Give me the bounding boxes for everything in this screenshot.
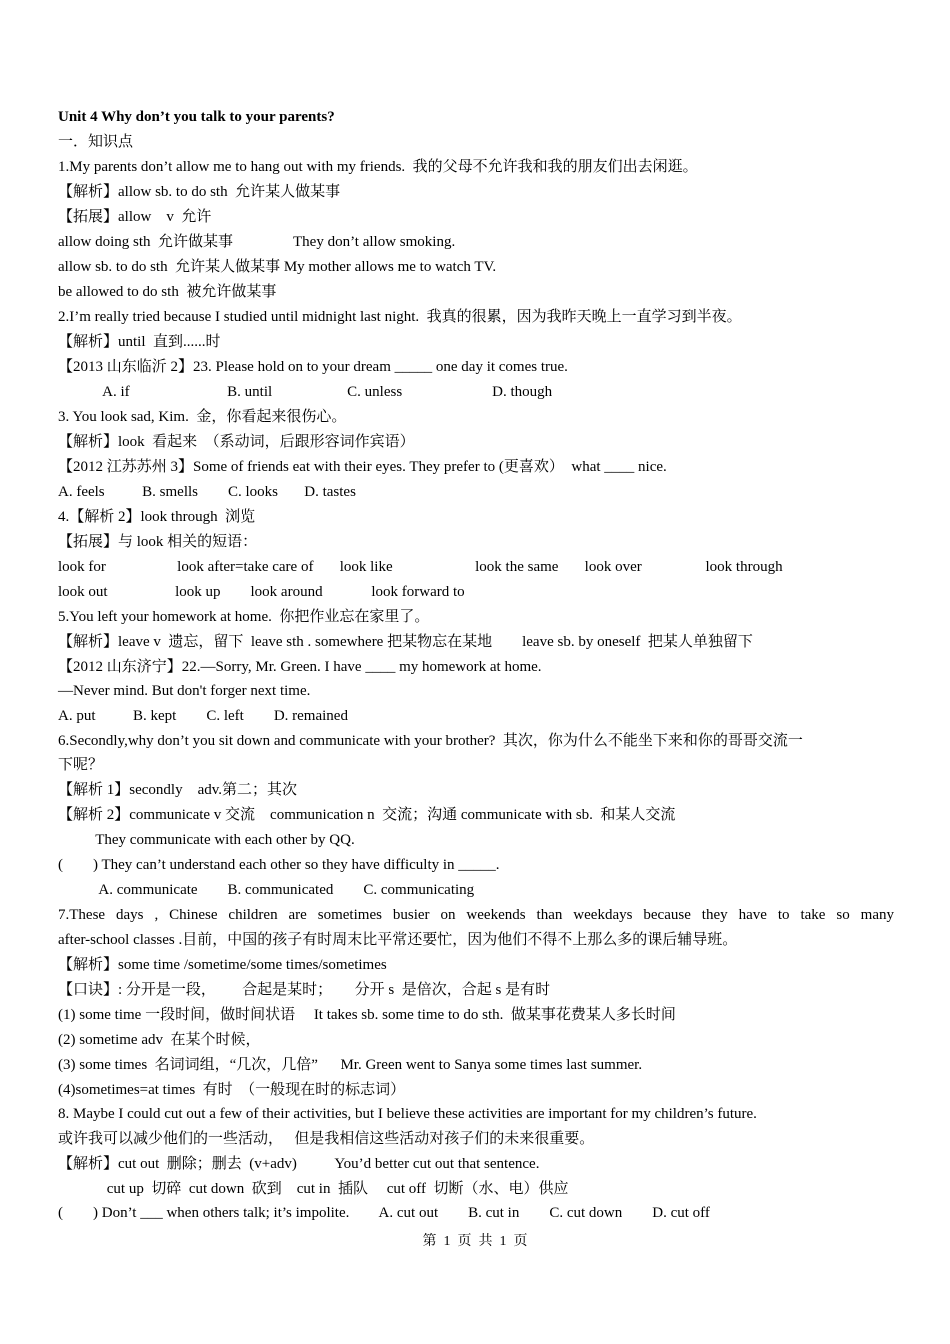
page-footer: 第 1 页 共 1 页: [422, 1234, 528, 1249]
text-line: 【解析 2】communicate v 交流 communication n 交流；沟通 communicate with sb. 和某人交流: [58, 807, 676, 823]
text-line: allow sb. to do sth 允许某人做某事 My mother allows me to watch TV.: [58, 259, 497, 275]
text-line: 【解析】cut out 删除；删去 (v+adv) You’d better cut out that sentence.: [58, 1156, 540, 1172]
text-line: 7.These days , Chinese children are sometimes busier on weekends than weekdays because they have to take so many: [58, 907, 894, 923]
text-line: be allowed to do sth 被允许做某事: [58, 284, 277, 300]
text-line: 【2013 山东临沂 2】23. Please hold on to your dream _____ one day it comes true.: [58, 359, 568, 375]
text-line: 4.【解析 2】look through 浏览: [58, 509, 256, 525]
text-line: 【2012 江苏苏州 3】Some of friends eat with their eyes. They prefer to (更喜欢） what ____ nice.: [58, 459, 667, 475]
text-line: They communicate with each other by QQ.: [58, 832, 355, 848]
answer-options: A. if B. until C. unless D. though: [58, 384, 553, 400]
text-line: 【2012 山东济宁】22.—Sorry, Mr. Green. I have ____ my homework at home.: [58, 659, 542, 675]
text-line: 2.I’m really tried because I studied until midnight last night. 我真的很累，因为我昨天晚上一直学习到半夜。: [58, 309, 742, 325]
question-line: ( ) They can’t understand each other so they have difficulty in _____.: [58, 857, 500, 873]
question-line: ( ) Don’t ___ when others talk; it’s impolite. A. cut out B. cut in C. cut down D. cut off: [58, 1205, 710, 1221]
text-line: after-school classes .目前，中国的孩子有时周末比平常还要忙，因为他们不得不上那么多的课后辅导班。: [58, 932, 738, 948]
text-line: 【解析】until 直到......时: [58, 334, 221, 350]
text-line: 1.My parents don’t allow me to hang out with my friends. 我的父母不允许我和我的朋友们出去闲逛。: [58, 159, 698, 175]
text-line: 5.You left your homework at home. 你把作业忘在家里了。: [58, 609, 430, 625]
text-line: (2) sometime adv 在某个时候，: [58, 1032, 261, 1048]
text-line: 或许我可以减少他们的一些活动， 但是我相信这些活动对孩子们的未来很重要。: [58, 1131, 595, 1147]
phrase-list: look for look after=take care of look like look the same look over look through: [58, 559, 783, 575]
text-line: —Never mind. But don't forger next time.: [58, 683, 311, 699]
text-line: 8. Maybe I could cut out a few of their activities, but I believe these activities are important for my children’s future.: [58, 1106, 757, 1122]
text-line: 3. You look sad, Kim. 金，你看起来很伤心。: [58, 409, 347, 425]
text-line: (3) some times 名词词组，“几次，几倍” Mr. Green went to Sanya some times last summer.: [58, 1057, 643, 1073]
text-line: 6.Secondly,why don’t you sit down and communicate with your brother? 其次，你为什么不能坐下来和你的哥哥交流一: [58, 733, 803, 749]
answer-options: A. feels B. smells C. looks D. tastes: [58, 484, 356, 500]
text-line: 【口诀】: 分开是一段， 合起是某时； 分开 s 是倍次，合起 s 是有时: [58, 982, 551, 998]
text-line: 【拓展】与 look 相关的短语：: [58, 534, 258, 550]
text-line: (4)sometimes=at times 有时 （一般现在时的标志词）: [58, 1082, 406, 1098]
text-line: 下呢？: [58, 757, 104, 773]
text-line: 【解析】some time /sometime/some times/sometimes: [58, 957, 387, 973]
text-line: 【解析】leave v 遗忘，留下 leave sth . somewhere 把某物忘在某地 leave sb. by oneself 把某人单独留下: [58, 634, 753, 650]
phrase-list: look out look up look around look forward to: [58, 584, 465, 600]
text-line: cut up 切碎 cut down 砍到 cut in 插队 cut off 切断（水、电）供应: [58, 1181, 569, 1197]
answer-options: A. put B. kept C. left D. remained: [58, 708, 348, 724]
text-line: 【解析】allow sb. to do sth 允许某人做某事: [58, 184, 341, 200]
section-heading: 一．知识点: [58, 134, 134, 150]
text-line: 【解析 1】secondly adv.第二；其次: [58, 782, 298, 798]
text-line: (1) some time 一段时间，做时间状语 It takes sb. some time to do sth. 做某事花费某人多长时间: [58, 1007, 676, 1023]
text-line: 【拓展】allow v 允许: [58, 209, 212, 225]
text-line: allow doing sth 允许做某事 They don’t allow smoking.: [58, 234, 456, 250]
answer-options: A. communicate B. communicated C. communicating: [58, 882, 475, 898]
text-line: 【解析】look 看起来 （系动词，后跟形容词作宾语）: [58, 434, 415, 450]
document-title: Unit 4 Why don’t you talk to your parents?: [58, 109, 335, 125]
